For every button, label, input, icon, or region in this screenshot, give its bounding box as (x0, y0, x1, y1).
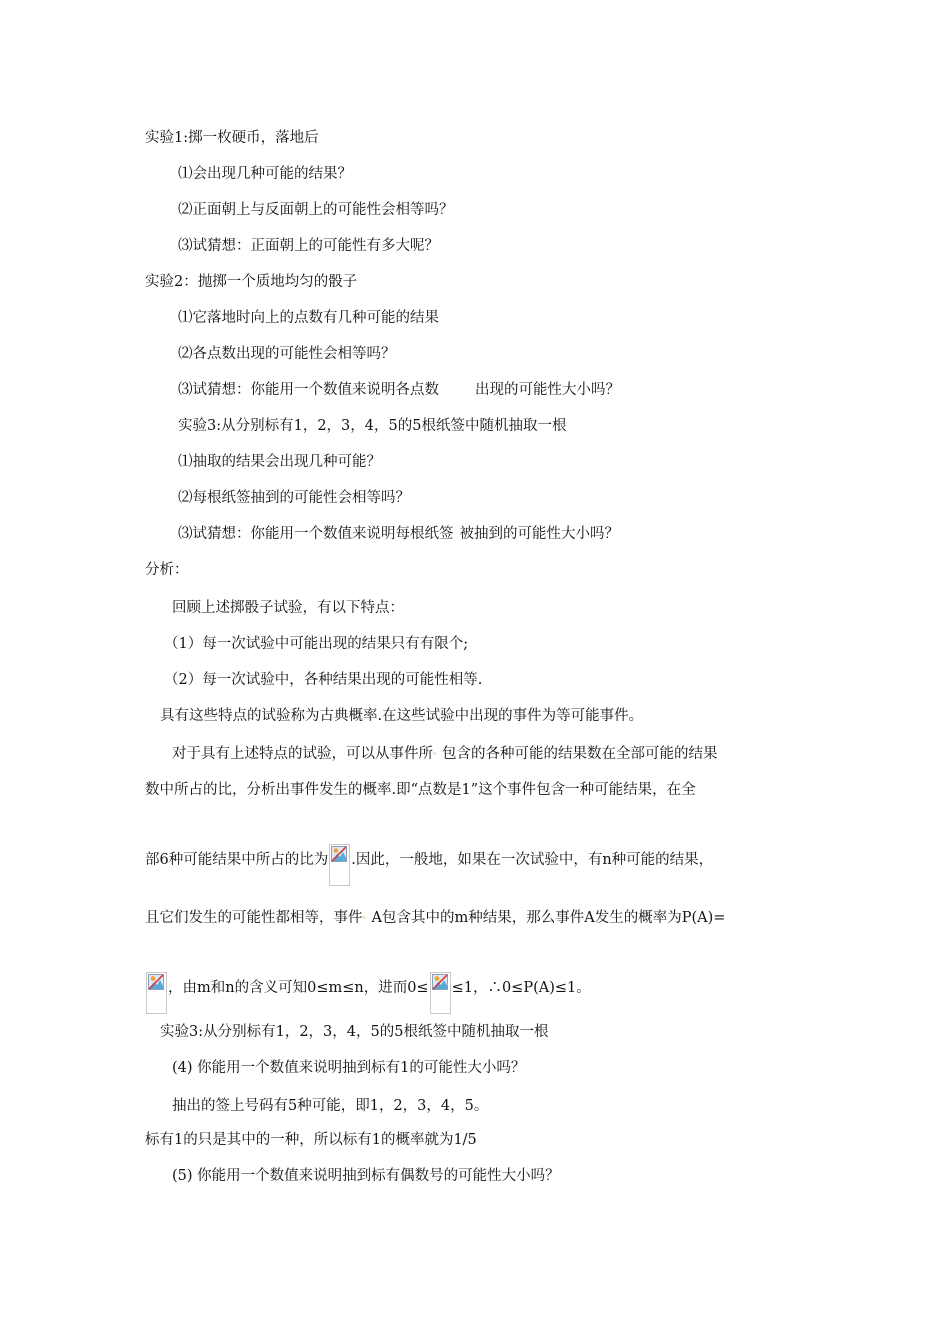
format-mark: 。 (362, 911, 372, 921)
experiment-1-question-3: ⑶试猜想：正面朝上的可能性有多大呢？ (178, 238, 439, 254)
format-mark: 。 (433, 747, 443, 757)
feature-1: （1）每一次试验中可能出现的结果只有有限个; (164, 636, 469, 652)
experiment-2-question-2: ⑵各点数出现的可能性会相等吗？ (178, 346, 396, 362)
analysis-heading: 分析： (145, 562, 189, 578)
experiment-3-repeat-title: 实验3:从分别标有1，2，3，4，5的5根纸签中随机抽取一根 (160, 1024, 549, 1040)
paragraph-line-3 (145, 844, 713, 886)
experiment-3-question-3-part-1: ⑶试猜想：你能用一个数值来说明每根纸签 (178, 526, 454, 542)
paragraph-line-1 (172, 742, 718, 764)
paragraph-line-4 (145, 906, 725, 928)
experiment-3-title: 实验3:从分别标有1，2，3，4，5的5根纸签中随机抽取一根 (178, 418, 567, 434)
broken-image-icon (329, 844, 350, 886)
experiment-2-question-3 (178, 380, 620, 400)
paragraph-line-5-part-1: ，由m和n的含义可知0≤m≤n，进而0≤ (168, 980, 429, 996)
paragraph-line-4-part-1: 且它们发生的可能性都相等，事件 (145, 910, 363, 926)
feature-2: （2）每一次试验中，各种结果出现的可能性相等. (164, 672, 483, 688)
paragraph-line-1-part-2: 包含的各种可能的结果数在全部可能的结果 (442, 746, 718, 762)
classical-probability-definition: 具有这些特点的试验称为古典概率.在这些试验中出现的事件为等可能事件。 (160, 708, 644, 724)
experiment-3-question-3 (178, 524, 619, 544)
question-4-answer-line-2: 标有1的只是其中的一种，所以标有1的概率就为1/5 (145, 1132, 477, 1148)
experiment-2-question-3-part-1: ⑶试猜想：你能用一个数值来说明各点数 (178, 382, 439, 398)
paragraph-line-3-part-1: 部6种可能结果中所占的比为 (145, 852, 329, 868)
experiment-3-question-4: (4) 你能用一个数值来说明抽到标有1的可能性大小吗？ (172, 1060, 526, 1076)
paragraph-line-5-part-2: ≤1，∴0≤P(A)≤1。 (451, 980, 591, 996)
experiment-3-question-3-part-2: 被抽到的可能性大小吗？ (459, 526, 619, 542)
experiment-1-question-1: ⑴会出现几种可能的结果？ (178, 166, 352, 182)
experiment-2-question-1: ⑴它落地时向上的点数有几种可能的结果 (178, 310, 439, 326)
experiment-3-question-1: ⑴抽取的结果会出现几种可能？ (178, 454, 381, 470)
paragraph-line-5 (145, 972, 591, 1014)
question-4-answer-line-1: 抽出的签上号码有5种可能，即1，2，3，4，5。 (172, 1098, 489, 1114)
experiment-2-title: 实验2：抛掷一个质地均匀的骰子 (145, 274, 358, 290)
analysis-intro: 回顾上述掷骰子试验，有以下特点： (172, 600, 404, 616)
experiment-2-question-3-part-2: 出现的可能性大小吗？ (475, 382, 620, 398)
paragraph-line-3-part-2: .因此，一般地，如果在一次试验中，有n种可能的结果， (351, 852, 714, 868)
experiment-3-question-5: (5) 你能用一个数值来说明抽到标有偶数号的可能性大小吗？ (172, 1168, 560, 1184)
paragraph-line-1-part-1: 对于具有上述特点的试验，可以从事件所 (172, 746, 433, 762)
experiment-1-question-2: ⑵正面朝上与反面朝上的可能性会相等吗？ (178, 202, 454, 218)
paragraph-line-4-part-2: A包含其中的m种结果，那么事件A发生的概率为P(A)= (371, 910, 726, 926)
broken-image-icon (146, 972, 167, 1014)
experiment-3-question-2: ⑵每根纸签抽到的可能性会相等吗？ (178, 490, 410, 506)
experiment-1-title: 实验1:掷一枚硬币，落地后 (145, 130, 319, 146)
paragraph-line-2: 数中所占的比，分析出事件发生的概率.即“点数是1”这个事件包含一种可能结果，在全 (145, 782, 696, 798)
broken-image-icon (430, 972, 451, 1014)
